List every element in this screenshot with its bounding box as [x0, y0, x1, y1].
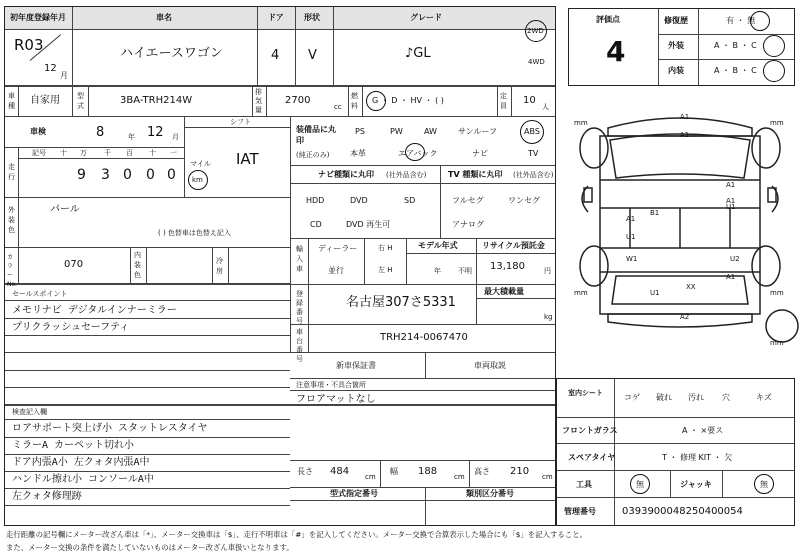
- note-1: フロアマットなし: [296, 394, 376, 405]
- mgmt-value: 0393900048250400054: [622, 506, 743, 517]
- kigou-label: 記号: [32, 149, 46, 157]
- height-unit: cm: [542, 473, 553, 481]
- equipment-item: PW: [390, 127, 403, 136]
- damage-label: A2: [680, 313, 690, 321]
- shift-value: IAT: [236, 150, 259, 168]
- exterior-label: 外装: [668, 41, 684, 50]
- spare-label: スペアタイヤ: [568, 453, 616, 462]
- inspector-note: ハンドル擦れ小 コンソールA中: [12, 474, 154, 485]
- damage-label: U1: [650, 289, 660, 297]
- import-label: 輸入車: [296, 245, 303, 273]
- color-change-note: ( ) 色替車は色替え記入: [158, 229, 231, 237]
- first-reg-year: R03: [14, 36, 44, 54]
- capacity-label: 定員: [500, 92, 507, 110]
- recycle-label: リサイクル預託金: [482, 241, 545, 250]
- equipment-item: ABS: [524, 127, 540, 136]
- month-unit: 月: [60, 71, 68, 80]
- grade-label: グレード: [410, 13, 442, 22]
- damage-label: U2: [730, 255, 740, 263]
- shaken-year: 8: [96, 125, 105, 140]
- equipment-item: ナビ: [472, 149, 488, 158]
- repair-options: 有 ・ 無: [726, 16, 756, 25]
- displacement-label: 排気量: [255, 88, 262, 114]
- left-h: 左 H: [378, 266, 393, 274]
- equipment-item: TV: [528, 149, 539, 158]
- equipment-item: AW: [424, 127, 437, 136]
- km-label: km: [192, 176, 203, 184]
- new-warranty-label: 新車保証書: [336, 361, 376, 370]
- mgmt-label: 管理番号: [564, 507, 596, 516]
- tv-item: ワンセグ: [508, 196, 540, 205]
- tv-sub: (社外品含む): [513, 171, 554, 179]
- body-shape: V: [308, 48, 317, 63]
- navi-item: CD: [310, 220, 322, 229]
- grade-value: ♪GL: [405, 46, 431, 61]
- model-year-label: モデル年式: [418, 241, 458, 250]
- tools-label: 工具: [576, 480, 592, 489]
- footer-line-2: また、メーター交換の条件を満たしていないものはメーター改ざん車扱いとなります。: [6, 543, 294, 552]
- capacity-value: 10: [523, 95, 536, 106]
- note-line: [5, 505, 290, 506]
- seat-label: 室内シート: [568, 389, 603, 397]
- note-line: [5, 437, 290, 438]
- damage-label: A1: [726, 273, 736, 281]
- spare-options: T ・ 修理 KIT ・ 欠: [662, 453, 733, 462]
- tools-value: 無: [636, 480, 644, 489]
- damage-label: A1: [726, 181, 736, 189]
- tv-item: アナログ: [452, 220, 484, 229]
- seat-item: 穴: [722, 393, 730, 402]
- note-line: [5, 488, 290, 489]
- month-unit-2: 月: [172, 133, 179, 141]
- width-label: 幅: [390, 467, 398, 476]
- length-value: 484: [330, 466, 350, 477]
- digit-header: 万: [80, 149, 87, 157]
- mm-label: mm: [770, 339, 784, 347]
- seat-item: コゲ: [624, 393, 640, 402]
- max-load-label: 最大積載量: [484, 287, 524, 296]
- tv-label: TV 種類に丸印: [448, 170, 503, 179]
- shape-label: 形状: [304, 13, 320, 22]
- displacement-value: 2700: [285, 95, 311, 106]
- shift-label: シフト: [230, 118, 251, 126]
- sales-point-1: メモリナビ デジタルインナーミラー: [12, 305, 177, 316]
- cc-unit: cc: [334, 103, 342, 111]
- mileage-label: 走行: [8, 163, 15, 181]
- exterior-options: A ・ B ・ C: [714, 41, 757, 50]
- glass-options: A ・ ×要ス: [682, 426, 724, 435]
- equipment-item: サンルーフ: [458, 127, 497, 136]
- exterior-color-value: パール: [50, 204, 80, 215]
- score-label: 評価点: [596, 15, 620, 24]
- yen-unit: 円: [544, 267, 551, 275]
- damage-label: U1: [626, 233, 636, 241]
- mm-label: mm: [770, 289, 784, 297]
- type-designation-label: 型式指定番号: [330, 489, 378, 498]
- model-label: 型式: [77, 92, 84, 110]
- navi-item: HDD: [306, 196, 325, 205]
- sales-point-2: プリクラッシュセーフティ: [12, 322, 130, 333]
- digit-header: 十: [149, 149, 156, 157]
- length-unit: cm: [365, 473, 376, 481]
- year-unit: 年: [128, 133, 135, 141]
- exterior-color-label: 外装色: [8, 206, 15, 234]
- repair-label: 修復歴: [664, 16, 688, 25]
- damage-label: U1: [726, 203, 736, 211]
- note-line: [5, 454, 290, 455]
- inspector-note: ミラーA カーペット切れ小: [12, 440, 135, 451]
- inspector-note: ロアサポート突上げ小 スタットレスタイヤ: [12, 423, 208, 434]
- repair-circle: [750, 11, 770, 31]
- note-line: [5, 471, 290, 472]
- exterior-circle: [763, 35, 785, 57]
- equipment-label: 装備品に丸印: [296, 125, 336, 145]
- usage-value: 自家用: [30, 95, 60, 106]
- chassis-label: 車台番号: [296, 328, 303, 363]
- mileage-digit: 0: [146, 167, 155, 183]
- equipment-sub: (純正のみ): [296, 151, 330, 159]
- dealer-label: ディーラー: [318, 244, 358, 253]
- digit-header: 一: [170, 149, 177, 157]
- seat-item: 汚れ: [688, 393, 704, 402]
- abs-circle: [520, 120, 544, 144]
- shaken-month: 12: [147, 125, 164, 140]
- inspector-note: 左クォタ修理跡: [12, 491, 82, 502]
- fuel-options: G ・ D ・ HV ・ ( ): [372, 96, 444, 105]
- model-year-unit: 年: [434, 267, 441, 275]
- footer-line-1: 走行距離の記号欄にメーター改ざん車は「*」、メーター交換車は「$」、走行不明車は「#」を記入してください。メーター交換で合算表示した場合にも「$」を記入すること。: [6, 530, 587, 539]
- digit-header: 百: [126, 149, 133, 157]
- digit-header: 十: [60, 149, 67, 157]
- drive-2wd: 2WD: [527, 27, 544, 35]
- navi-item: DVD: [350, 196, 368, 205]
- inspector-notes-label: 検査記入欄: [12, 408, 47, 416]
- first-reg-label: 初年度登録年月: [10, 13, 66, 22]
- color-no-label: カラーNo.: [7, 254, 17, 288]
- damage-label: XX: [686, 283, 696, 291]
- door-count: 4: [271, 48, 280, 63]
- height-label: 高さ: [474, 467, 490, 476]
- manual-label: 車両取説: [474, 361, 506, 370]
- seat-item: キズ: [756, 393, 772, 402]
- length-label: 長さ: [297, 467, 313, 476]
- color-no-value: 070: [64, 259, 84, 270]
- airbag-circle: [405, 143, 425, 161]
- category-label: 類別区分番号: [466, 489, 514, 498]
- equipment-item: PS: [355, 127, 365, 136]
- model-year-unknown: 不明: [458, 267, 472, 275]
- cooler-label: 冷房: [216, 257, 223, 275]
- right-h: 右 H: [378, 244, 393, 252]
- plate-label: 登録番号: [296, 290, 303, 325]
- height-value: 210: [510, 466, 530, 477]
- damage-label: A1: [626, 215, 636, 223]
- first-reg-month: 12: [44, 63, 57, 74]
- heikou-label: 並行: [328, 266, 344, 275]
- car-name: ハイエースワゴン: [120, 46, 223, 61]
- navi-item: DVD 再生可: [346, 220, 391, 229]
- usage-label: 車種: [8, 92, 15, 110]
- drive-4wd: 4WD: [528, 58, 545, 66]
- mileage-digit: 0: [123, 167, 132, 183]
- damage-label: W1: [626, 255, 638, 263]
- damage-label: A1: [726, 197, 736, 205]
- damage-label: A1: [680, 113, 690, 121]
- seat-item: 破れ: [656, 393, 672, 402]
- interior-circle: [763, 60, 785, 82]
- interior-color-label: 内装色: [134, 251, 141, 279]
- navi-item: SD: [404, 196, 416, 205]
- mile-label: マイル: [190, 160, 211, 168]
- digit-header: 千: [104, 149, 111, 157]
- jack-value: 無: [760, 480, 768, 489]
- width-unit: cm: [454, 473, 465, 481]
- mileage-digit: 0: [167, 167, 176, 183]
- door-label: ドア: [268, 13, 284, 22]
- equipment-item: 本革: [350, 149, 366, 158]
- tv-item: フルセグ: [452, 196, 484, 205]
- jack-label: ジャッキ: [680, 480, 712, 489]
- mm-label: mm: [574, 289, 588, 297]
- plate-value: 名古屋307さ5331: [346, 295, 456, 310]
- mm-label: mm: [770, 119, 784, 127]
- score-value: 4: [606, 35, 626, 68]
- car-damage-diagram: [560, 100, 800, 380]
- kg-unit: kg: [544, 313, 553, 321]
- person-unit: 人: [542, 103, 549, 111]
- notes-label: 注意事項・不具合箇所: [296, 381, 366, 389]
- inspector-note: ドア内張A小 左クォタ内張A中: [12, 457, 150, 468]
- interior-label: 内装: [668, 66, 684, 75]
- sales-points-label: セールスポイント: [12, 290, 68, 298]
- navi-sub: (社外品含む): [386, 171, 427, 179]
- glass-label: フロントガラス: [562, 426, 618, 435]
- mm-label: mm: [574, 119, 588, 127]
- shaken-label: 車検: [30, 127, 46, 136]
- mileage-digit: 3: [101, 167, 110, 183]
- navi-label: ナビ種類に丸印: [318, 170, 374, 179]
- model-value: 3BA-TRH214W: [120, 95, 193, 106]
- interior-options: A ・ B ・ C: [714, 66, 757, 75]
- damage-label: A1: [680, 131, 690, 139]
- car-name-label: 車名: [156, 13, 172, 22]
- width-value: 188: [418, 466, 438, 477]
- recycle-value: 13,180: [490, 261, 525, 272]
- mileage-digit: 9: [77, 167, 86, 183]
- damage-label: B1: [650, 209, 660, 217]
- equipment-item: エアバック: [398, 149, 438, 158]
- chassis-value: TRH214-0067470: [380, 332, 468, 343]
- fuel-label: 燃料: [351, 92, 358, 110]
